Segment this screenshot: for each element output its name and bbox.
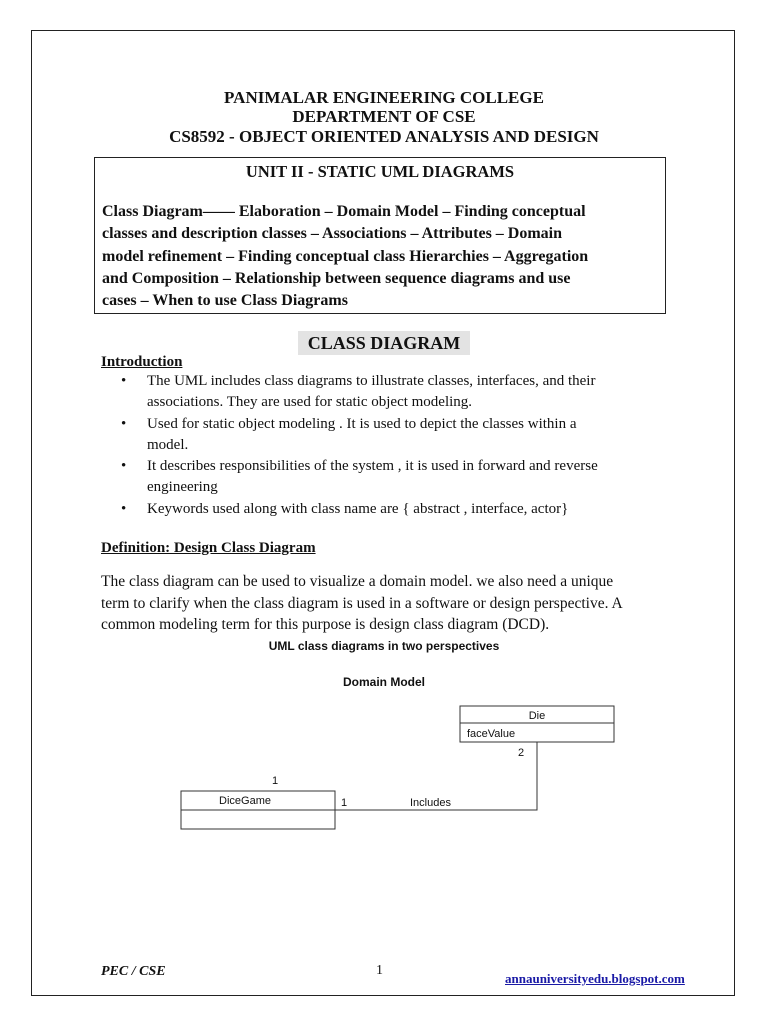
dicegame-class-name: DiceGame [219, 795, 271, 807]
footer-link[interactable]: annauniversityedu.blogspot.com [505, 971, 685, 986]
paragraph-line: The class diagram can be used to visualize a domain model. we also need a unique [101, 573, 614, 590]
die-attribute: faceValue [467, 728, 516, 740]
list-item-line: engineering [147, 479, 218, 495]
paragraph-line: term to clarify when the class diagram is used in a software or design perspective. A [101, 594, 623, 612]
unit-topic-line: model refinement – Finding conceptual class Hierarchies – Aggregation [102, 247, 589, 265]
list-item-line: The UML includes class diagrams to illustrate classes, interfaces, and their [147, 373, 596, 389]
figure-caption: UML class diagrams in two perspectives [268, 639, 500, 653]
die-class-box [460, 706, 614, 742]
unit-title: UNIT II - STATIC UML DIAGRAMS [245, 162, 515, 181]
section-title: CLASS DIAGRAM [298, 331, 470, 355]
multiplicity-die: 2 [518, 747, 525, 759]
unit-topic-line: Class Diagram—— Elaboration – Domain Model – Finding conceptual [102, 203, 586, 220]
paragraph-line: common modeling term for this purpose is design class diagram (DCD). [101, 616, 550, 633]
bullet-icon: • [121, 458, 127, 474]
association-label: Includes [410, 797, 451, 809]
list-item-line: It describes responsibilities of the system , it is used in forward and reverse [147, 458, 598, 474]
introduction-heading: Introduction [101, 354, 183, 370]
definition-heading: Definition: Design Class Diagram [101, 540, 316, 556]
multiplicity-dicegame: 1 [341, 797, 348, 809]
list-item-line: Keywords used along with class name are { abstract , interface, actor} [147, 500, 569, 517]
figure-subcaption: Domain Model [342, 675, 425, 689]
list-item-line: model. [147, 436, 189, 453]
footer-department: PEC / CSE [101, 964, 166, 979]
course-title: CS8592 - OBJECT ORIENTED ANALYSIS AND DESIGN [169, 127, 599, 146]
unit-topic-line: and Composition – Relationship between sequence diagrams and use [102, 269, 571, 287]
unit-topic-line: classes and description classes – Associations – Attributes – Domain [102, 225, 563, 243]
unit-topic-line: cases – When to use Class Diagrams [102, 292, 348, 310]
die-class-name: Die [528, 710, 546, 722]
bullet-icon: • [121, 373, 127, 389]
page-number: 1 [376, 963, 383, 978]
dicegame-class-box [181, 791, 335, 829]
bullet-icon: • [121, 415, 127, 432]
multiplicity-top: 1 [272, 775, 279, 787]
bullet-icon: • [121, 500, 127, 517]
department-name: DEPARTMENT OF CSE [292, 107, 476, 126]
list-item-line: Used for static object modeling . It is used to depict the classes within a [147, 415, 577, 432]
college-name: PANIMALAR ENGINEERING COLLEGE [224, 88, 544, 107]
list-item-line: associations. They are used for static object modeling. [147, 394, 473, 410]
